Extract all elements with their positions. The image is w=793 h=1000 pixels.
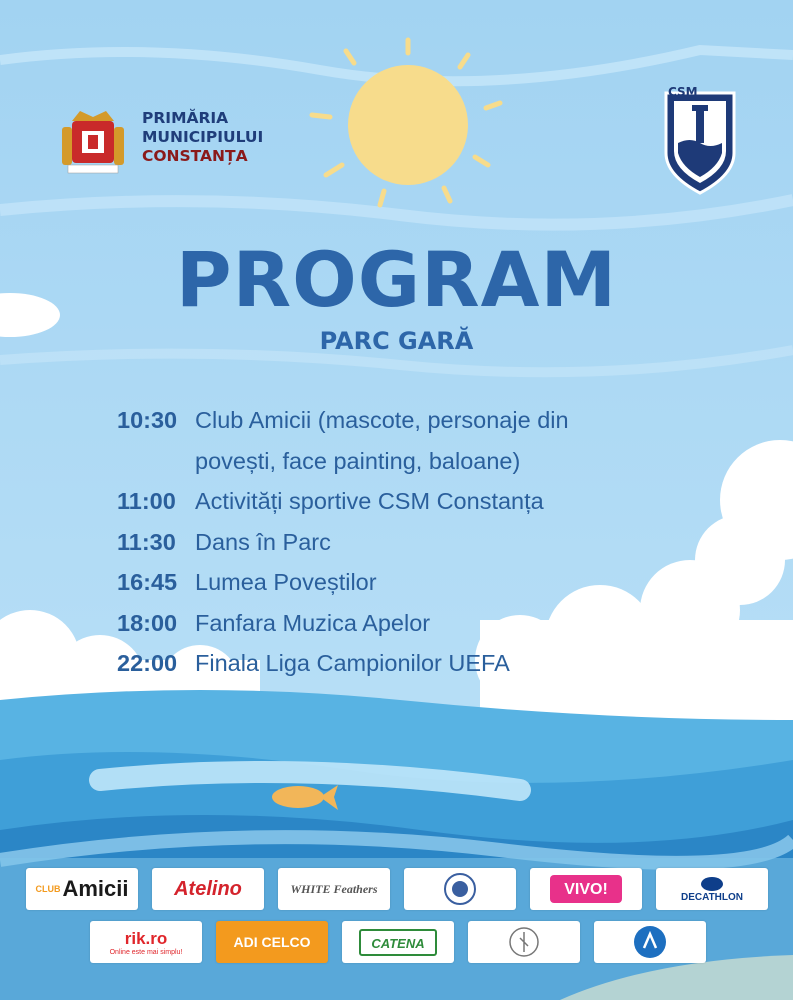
schedule-row [117,603,717,644]
sponsor-catena [342,921,454,963]
schedule-row [117,522,717,563]
city-hall-logo [58,105,278,180]
sponsor-emblem-icon [508,926,540,958]
schedule-activity: Activități sportive CSM Constanța [195,488,544,514]
city-name-line2: MUNICIPIULUI [142,128,264,146]
schedule-time: 10:30 [117,407,178,433]
sponsor-white-feathers [278,868,390,910]
sponsor-emblem-1 [404,868,516,910]
schedule-row [117,562,717,603]
schedule-activity: Finala Liga Campionilor UEFA [195,650,510,676]
schedule-time: 18:00 [117,609,178,636]
schedule-row [117,441,717,482]
sponsor-badge [359,929,436,956]
sponsor-rik [90,921,202,963]
sponsor-name: VIVO! [564,881,608,898]
sponsor-name: ADI CELCO [233,934,311,950]
schedule-list [117,400,717,684]
sponsor-name: rik.ro [124,928,168,948]
sponsor-small-text: CLUB [35,884,61,894]
schedule-time: 11:00 [117,488,176,514]
schedule-time: 22:00 [117,650,178,676]
city-crest-icon [58,107,128,177]
sponsor-name: CATENA [371,935,425,951]
schedule-activity: povești, face painting, baloane) [195,447,521,474]
schedule-activity: Fanfara Muzica Apelor [195,609,431,636]
sponsor-name: WHITE Feathers [290,881,378,896]
sponsor-name: Amicii [62,876,129,901]
sponsor-badge [550,875,622,903]
schedule-activity: Lumea Poveștilor [195,569,377,595]
sun-illustration [290,25,530,230]
schedule-activity: Club Amicii (mascote, personaje din [195,407,569,433]
schedule-time [117,441,191,482]
sponsor-name: Atelino [174,877,242,900]
sponsor-name: DECATHLON [680,891,744,903]
sponsor-emblem-icon [632,924,668,960]
sponsor-decathlon [656,868,768,910]
sponsor-emblem-icon [443,872,477,906]
city-hall-name [142,109,263,166]
decathlon-logo-icon [700,876,724,892]
sponsor-adi-celco [216,921,328,963]
page-title: PROGRAM [175,235,618,324]
sponsor-emblem-3 [594,921,706,963]
city-name-line3: CONSTANȚA [142,147,248,165]
sponsor-atelino [152,868,264,910]
page-subtitle: PARC GARĂ [319,327,474,355]
schedule-time: 16:45 [117,569,178,595]
sponsor-club-amicii [26,868,138,910]
sponsor-vivo [530,868,642,910]
sponsor-small-text: Online este mai simplu! [109,948,183,956]
sponsor-emblem-2 [468,921,580,963]
city-name-line1: PRIMĂRIA [142,109,229,127]
schedule-time: 11:30 [117,528,176,555]
csm-club-logo [660,83,740,198]
csm-logo-text: CSM [668,85,698,99]
schedule-row [117,400,717,441]
schedule-activity: Dans în Parc [195,528,331,555]
schedule-row [117,643,717,684]
schedule-row [117,481,717,522]
